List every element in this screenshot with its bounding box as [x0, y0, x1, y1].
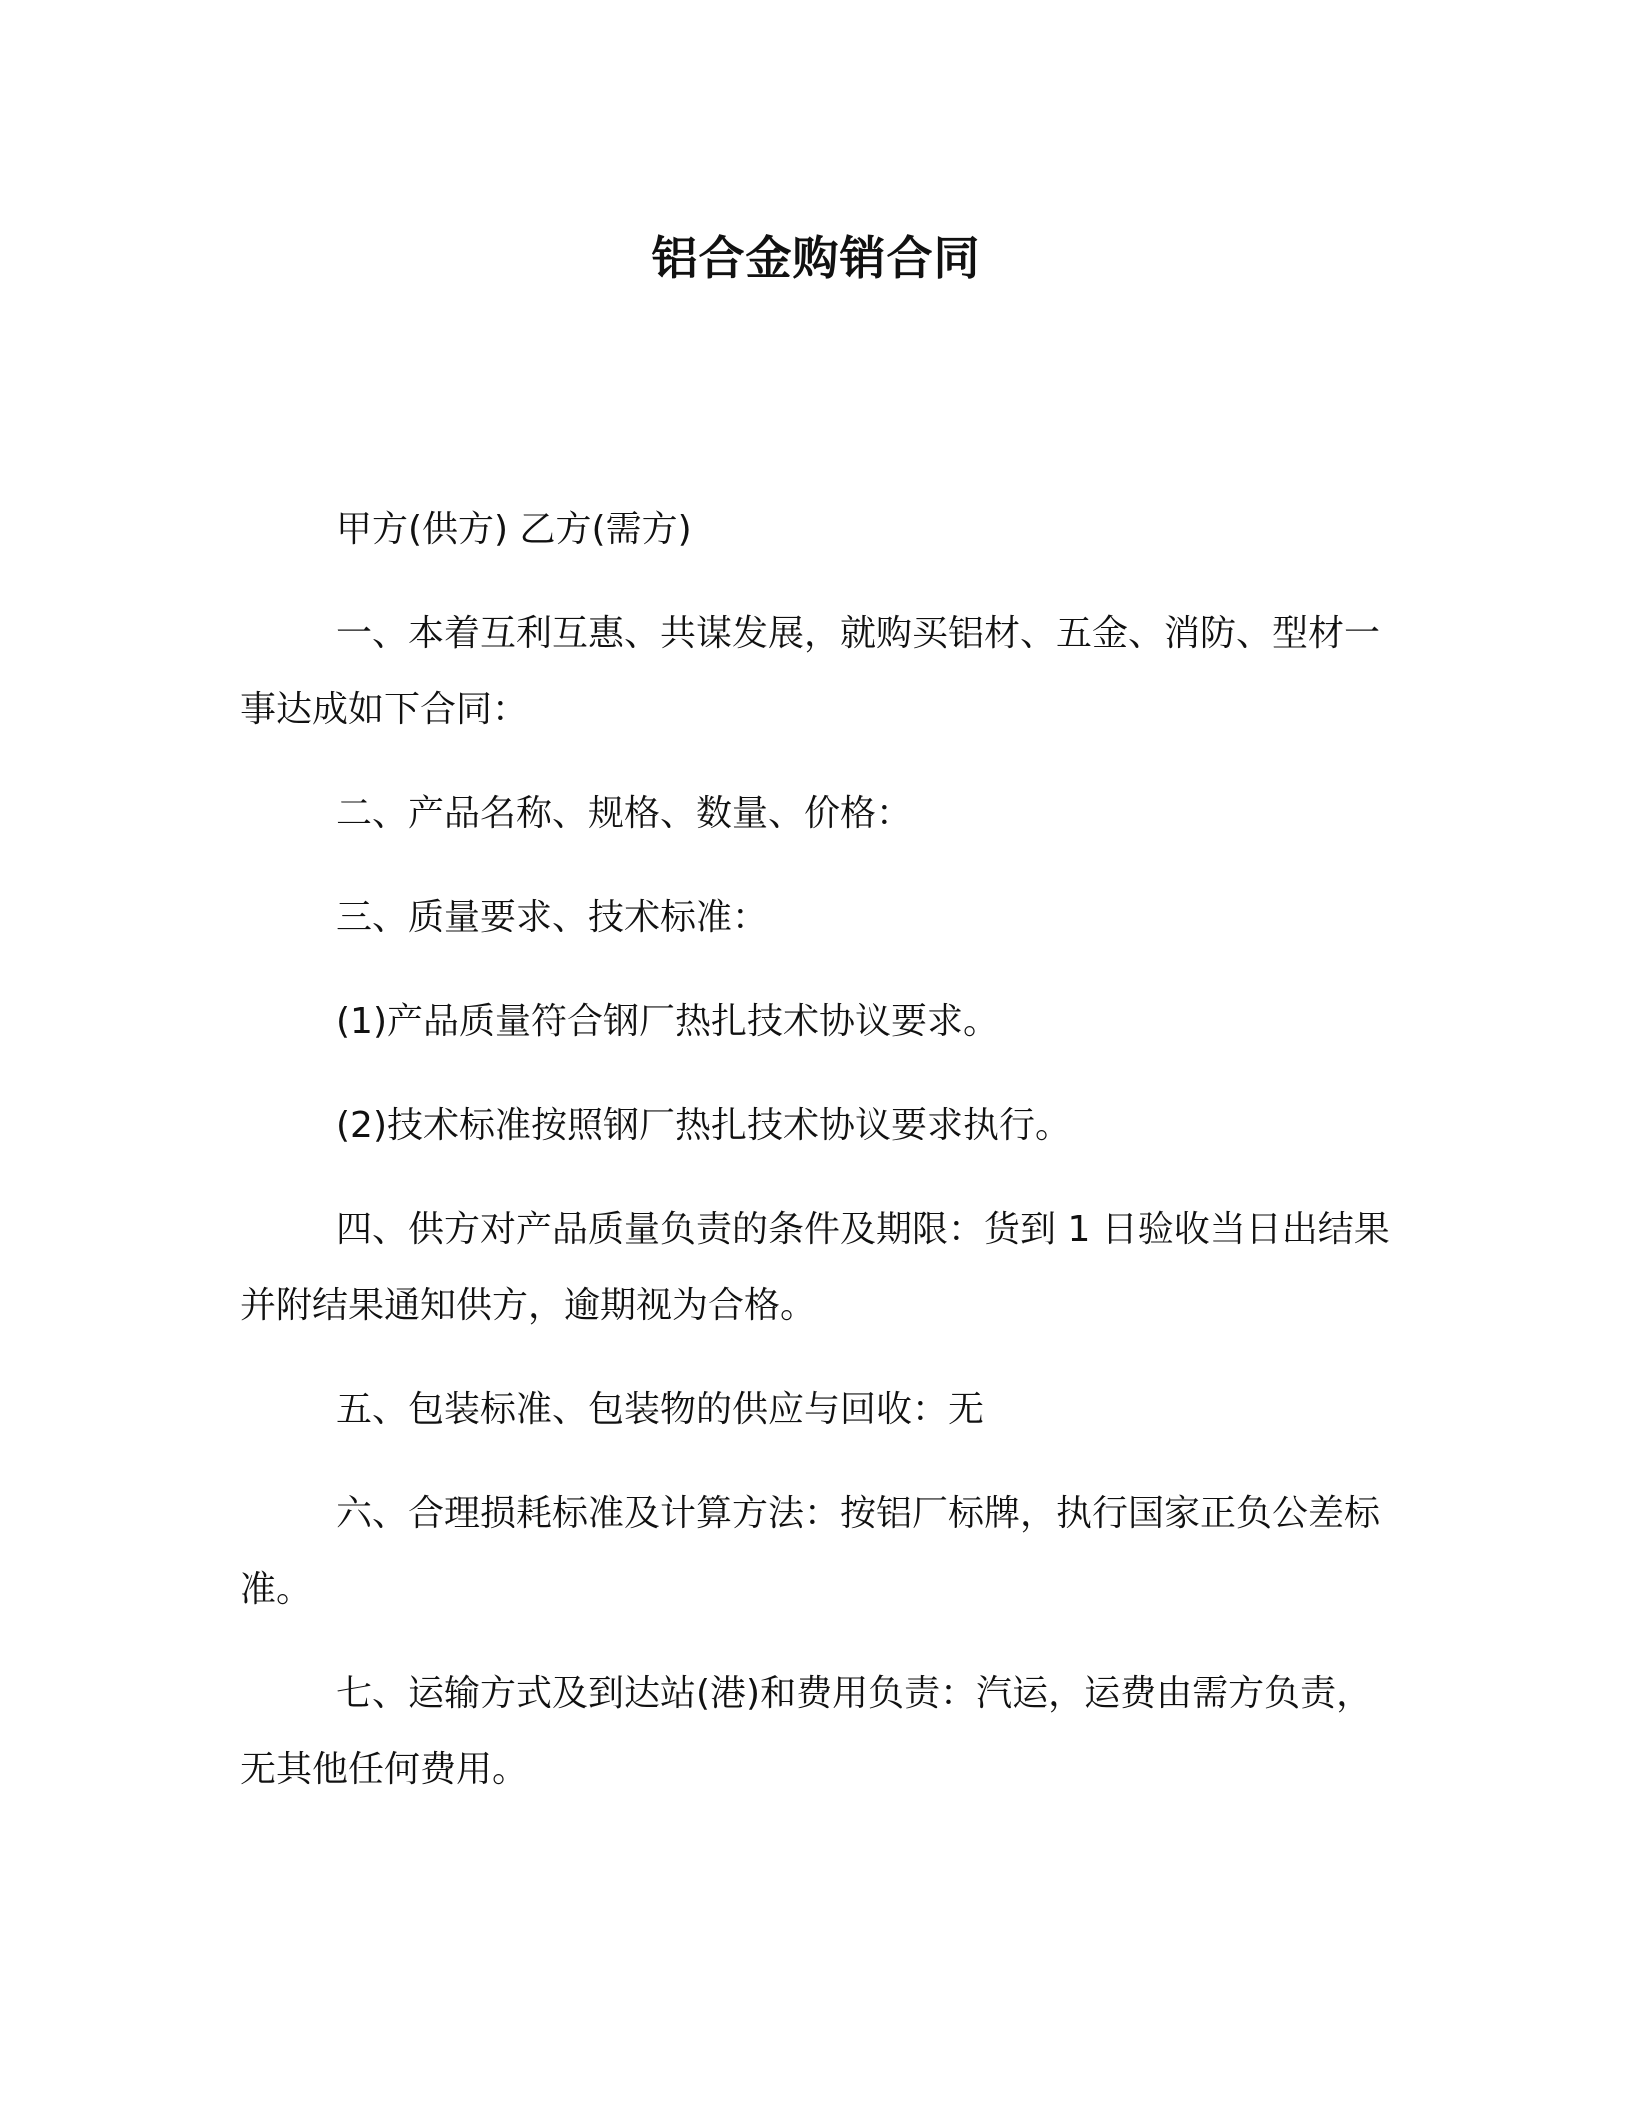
paragraph-clause-6: 六、合理损耗标准及计算方法：按铝厂标牌，执行国家正负公差标准。	[240, 1493, 1381, 1610]
paragraph-clause-5: 五、包装标准、包装物的供应与回收：无	[336, 1389, 985, 1430]
paragraph-clause-3-item-1: (1)产品质量符合钢厂热扎技术协议要求。	[336, 1001, 999, 1042]
paragraph-clause-4: 四、供方对产品质量负责的条件及期限：货到 1 日验收当日出结果并附结果通知供方，逾期视为合格。	[240, 1209, 1390, 1326]
paragraph-clause-3: 三、质量要求、技术标准：	[336, 897, 769, 938]
paragraph-clause-1: 一、本着互利互惠、共谋发展，就购买铝材、五金、消防、型材一事达成如下合同：	[240, 613, 1381, 730]
paragraph-clause-2: 二、产品名称、规格、数量、价格：	[336, 793, 913, 834]
document-body	[240, 492, 1392, 1836]
document-title: 铝合金购销合同	[651, 231, 981, 285]
paragraph-parties: 甲方(供方) 乙方(需方)	[336, 509, 692, 550]
paragraph-clause-3-item-2: (2)技术标准按照钢厂热扎技术协议要求执行。	[336, 1105, 1071, 1146]
paragraph-clause-7: 七、运输方式及到达站(港)和费用负责：汽运，运费由需方负责，无其他任何费用。	[240, 1673, 1373, 1790]
